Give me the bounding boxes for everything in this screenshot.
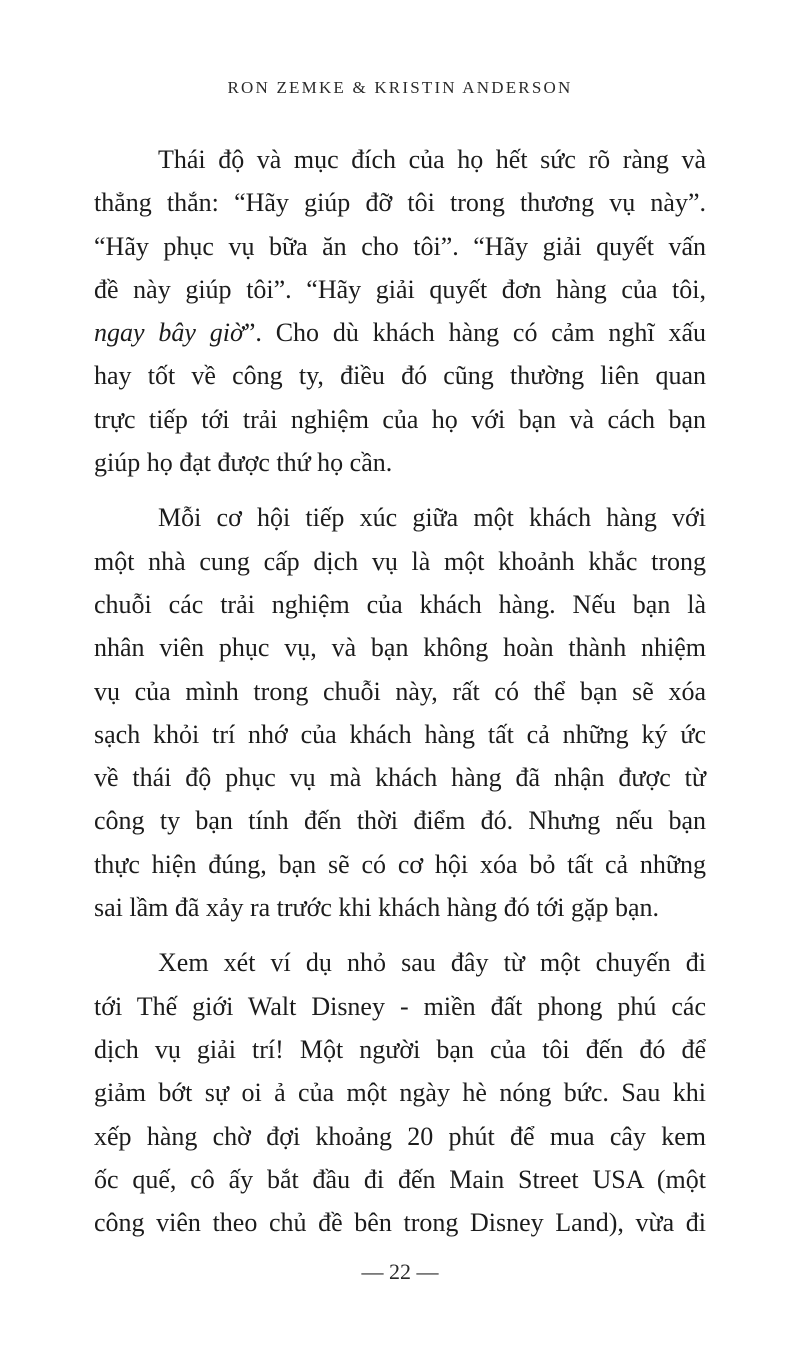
text-line: giảm bớt sự oi ả của một ngày hè nóng bức. Sau khi bbox=[94, 1078, 706, 1108]
paragraph-1 bbox=[94, 138, 706, 484]
text-line: một nhà cung cấp dịch vụ là một khoảnh khắc trong bbox=[94, 546, 706, 576]
text-line-with-emphasis bbox=[94, 311, 706, 354]
paragraph-2 bbox=[94, 496, 706, 929]
emphasized-text: ngay bây giờ bbox=[94, 318, 244, 348]
text-line: Xem xét ví dụ nhỏ sau đây từ một chuyến đi bbox=[158, 948, 706, 978]
text-line: về thái độ phục vụ mà khách hàng đã nhận được từ bbox=[94, 763, 706, 793]
text-line: giúp họ đạt được thứ họ cần. bbox=[94, 448, 393, 478]
text-line: sạch khỏi trí nhớ của khách hàng tất cả những ký ức bbox=[94, 719, 706, 749]
text-line: Thái độ và mục đích của họ hết sức rõ ràng và bbox=[158, 145, 706, 174]
text-line: đề này giúp tôi”. “Hãy giải quyết đơn hàng của tôi, bbox=[94, 274, 706, 304]
text-line: công ty bạn tính đến thời điểm đó. Nhưng nếu bạn bbox=[94, 806, 706, 836]
text-line: tới Thế giới Walt Disney - miền đất phong phú các bbox=[94, 991, 706, 1021]
text-line-rest: ”. Cho dù khách hàng có cảm nghĩ xấu bbox=[243, 318, 706, 348]
text-line: Mỗi cơ hội tiếp xúc giữa một khách hàng với bbox=[158, 503, 706, 533]
text-line: hay tốt về công ty, điều đó cũng thường liên quan bbox=[94, 361, 706, 391]
text-line: chuỗi các trải nghiệm của khách hàng. Nếu bạn là bbox=[94, 589, 706, 619]
text-line: “Hãy phục vụ bữa ăn cho tôi”. “Hãy giải quyết vấn bbox=[94, 231, 706, 261]
text-line: vụ của mình trong chuỗi này, rất có thể bạn sẽ xóa bbox=[94, 676, 706, 706]
text-line: dịch vụ giải trí! Một người bạn của tôi đến đó để bbox=[94, 1034, 706, 1064]
text-line: sai lầm đã xảy ra trước khi khách hàng đó tới gặp bạn. bbox=[94, 893, 660, 923]
running-header: RON ZEMKE & KRISTIN ANDERSON bbox=[227, 78, 573, 97]
text-line: công viên theo chủ đề bên trong Disney Land), vừa đi bbox=[94, 1208, 706, 1238]
text-line: ốc quế, cô ấy bắt đầu đi đến Main Street USA (một bbox=[94, 1164, 706, 1194]
paragraph-3 bbox=[94, 941, 706, 1244]
text-line: nhân viên phục vụ, và bạn không hoàn thành nhiệm bbox=[94, 633, 706, 663]
text-line: xếp hàng chờ đợi khoảng 20 phút để mua cây kem bbox=[94, 1121, 706, 1151]
text-line: trực tiếp tới trải nghiệm của họ với bạn và cách bạn bbox=[94, 404, 706, 434]
page-number: — 22 — bbox=[361, 1259, 439, 1284]
text-line: thẳng thắn: “Hãy giúp đỡ tôi trong thương vụ này”. bbox=[94, 188, 706, 218]
text-line: thực hiện đúng, bạn sẽ có cơ hội xóa bỏ tất cả những bbox=[94, 849, 706, 879]
body-text bbox=[94, 138, 706, 1256]
